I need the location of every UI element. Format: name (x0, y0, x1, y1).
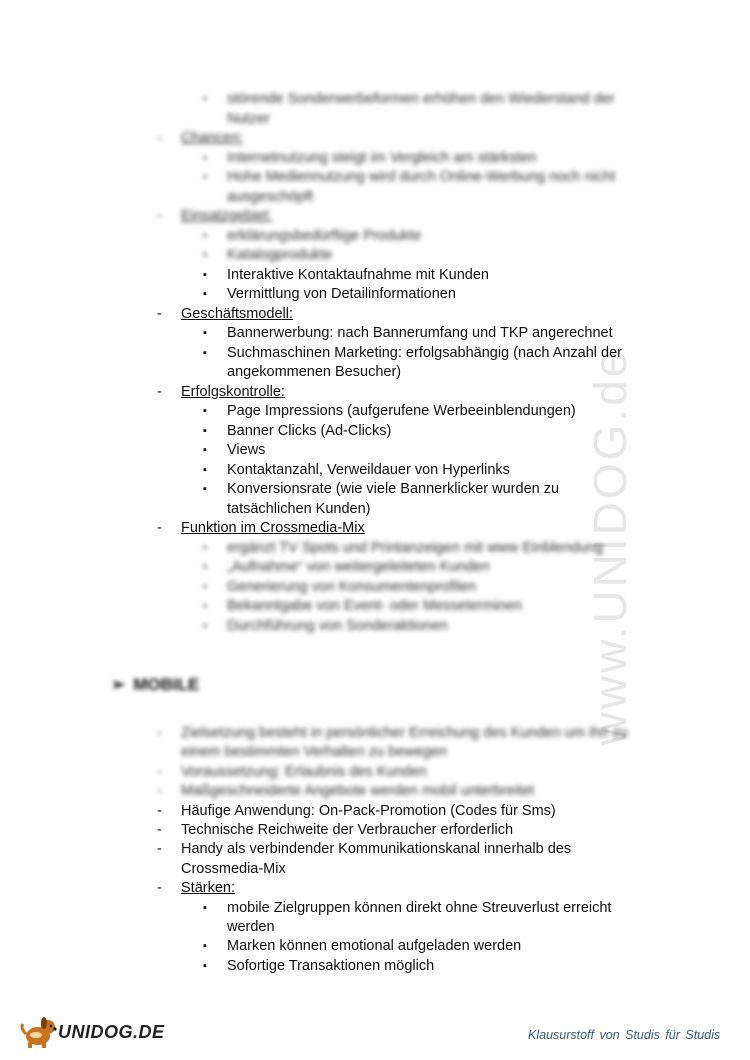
square-bullet-icon: ▪ (203, 288, 207, 300)
dash-bullet: - (157, 130, 162, 146)
section-heading-mobile (111, 675, 199, 695)
list-heading: Erfolgskontrolle: (181, 383, 285, 400)
square-bullet-icon: ▪ (203, 229, 207, 242)
list-item: Häufige Anwendung: On-Pack-Promotion (Codes für Sms) (181, 802, 556, 819)
dash-bullet: - (157, 783, 162, 800)
square-bullet-icon: ▪ (203, 346, 207, 359)
square-bullet-icon: ▪ (203, 151, 207, 164)
list-item: angekommenen Besucher) (227, 364, 402, 380)
list-item: mobile Zielgruppen können direkt ohne Streuverlust erreicht (227, 899, 612, 916)
list-heading: Funktion im Crossmedia-Mix (181, 520, 365, 536)
list-item: Konversionsrate (wie viele Bannerklicker wurden zu (227, 481, 560, 497)
square-bullet-icon: ▪ (203, 93, 207, 105)
dash-bullet: - (157, 725, 162, 741)
square-bullet-icon: ▪ (203, 327, 207, 339)
list-item: werden (227, 919, 275, 935)
list-item: Handy als verbindender Kommunikationskanal innerhalb des (181, 841, 572, 858)
list-item: Bekanntgabe von Event- oder Messeterminen (227, 598, 523, 614)
list-heading: Stärken: (181, 880, 235, 897)
dash-bullet: - (157, 383, 162, 400)
dash-bullet: - (157, 520, 162, 536)
list-item: Internetnutzung steigt im Vergleich am stärksten (227, 149, 537, 166)
watermark: www.UNIDOG.de (584, 348, 636, 746)
square-bullet-icon: ▪ (203, 444, 207, 456)
square-bullet-icon: ▪ (203, 901, 207, 914)
list-item: einem bestimmten Verhalten zu bewegen (181, 744, 447, 761)
dash-bullet: - (157, 880, 162, 897)
dash-bullet: - (157, 763, 162, 780)
list-item: ergänzt TV Spots und Printanzeigen mit www Einblendung (227, 539, 604, 556)
list-item: Views (227, 442, 266, 458)
square-bullet-icon: ▪ (203, 249, 207, 261)
list-heading: Geschäftsmodell: (181, 305, 294, 322)
square-bullet-icon: ▪ (203, 424, 207, 437)
list-item: Katalogprodukte (227, 247, 333, 263)
list-item: störende Sonderwerbeformen erhöhen den Wiederstand der (227, 91, 615, 107)
dash-bullet: - (157, 841, 162, 858)
square-bullet-icon: ▪ (203, 959, 207, 972)
list-item: Banner Clicks (Ad-Clicks) (227, 422, 392, 439)
square-bullet-icon: ▪ (203, 580, 207, 593)
list-item: Bannerwerbung: nach Bannerumfang und TKP angerechnet (227, 325, 613, 341)
list-item: Vermittlung von Detailinformationen (227, 286, 456, 302)
list-item: Durchführung von Sonderaktionen (227, 617, 448, 634)
dash-bullet: - (157, 802, 162, 819)
square-bullet-icon: ▪ (203, 268, 207, 281)
list-item: Sofortige Transaktionen möglich (227, 957, 435, 974)
list-item: erklärungsbedürftige Produkte (227, 227, 422, 244)
section-title: MOBILE (133, 675, 200, 694)
square-bullet-icon: ▪ (203, 405, 207, 417)
list-item: Zielsetzung besteht in persönlicher Erreichung des Kunden um ihn zu (181, 725, 628, 741)
arrow-bullet-icon: ➢ (111, 675, 126, 694)
list-item: Technische Reichweite der Verbraucher erforderlich (181, 822, 514, 838)
list-item: Interaktive Kontaktaufnahme mit Kunden (227, 266, 489, 283)
list-heading: Einsatzgebiet: (181, 208, 273, 224)
list-item: Suchmaschinen Marketing: erfolgsabhängig (nach Anzahl der (227, 344, 622, 361)
dash-bullet: - (157, 208, 162, 224)
list-item: Marken können emotional aufgeladen werden (227, 938, 522, 955)
list-item: Kontaktanzahl, Verweildauer von Hyperlinks (227, 461, 510, 478)
list-heading: Chancen: (181, 130, 244, 146)
list-item: ausgeschöpft (227, 188, 314, 205)
footer-tagline: Klausurstoff von Studis für Studis (528, 1028, 721, 1042)
list-item: tatsächlichen Kunden) (227, 500, 371, 517)
list-item: Nutzer (227, 110, 270, 127)
square-bullet-icon: ▪ (203, 619, 207, 632)
list-item: Voraussetzung: Erlaubnis des Kunden (181, 763, 427, 780)
square-bullet-icon: ▪ (203, 171, 207, 183)
square-bullet-icon: ▪ (203, 940, 207, 953)
square-bullet-icon: ▪ (203, 463, 207, 476)
logo-text: UNIDOG.DE (58, 1022, 165, 1042)
dash-bullet: - (157, 305, 162, 322)
list-item: Page Impressions (aufgerufene Werbeeinblendungen) (227, 403, 576, 419)
list-item: „Aufnahme“ von weitergeleiteten Kunden (227, 559, 490, 575)
list-item: Crossmedia-Mix (181, 860, 286, 877)
list-item: Maßgeschneiderte Angebote werden mobil unterbreitet (181, 783, 535, 800)
square-bullet-icon: ▪ (203, 541, 207, 554)
square-bullet-icon: ▪ (203, 561, 207, 573)
square-bullet-icon: ▪ (203, 483, 207, 495)
list-item: Hohe Mediennutzung wird durch Online-Werbung noch nicht (227, 169, 616, 185)
list-item: Generierung von Konsumentenprofilen (227, 578, 477, 595)
dash-bullet: - (157, 822, 162, 838)
square-bullet-icon: ▪ (203, 600, 207, 612)
